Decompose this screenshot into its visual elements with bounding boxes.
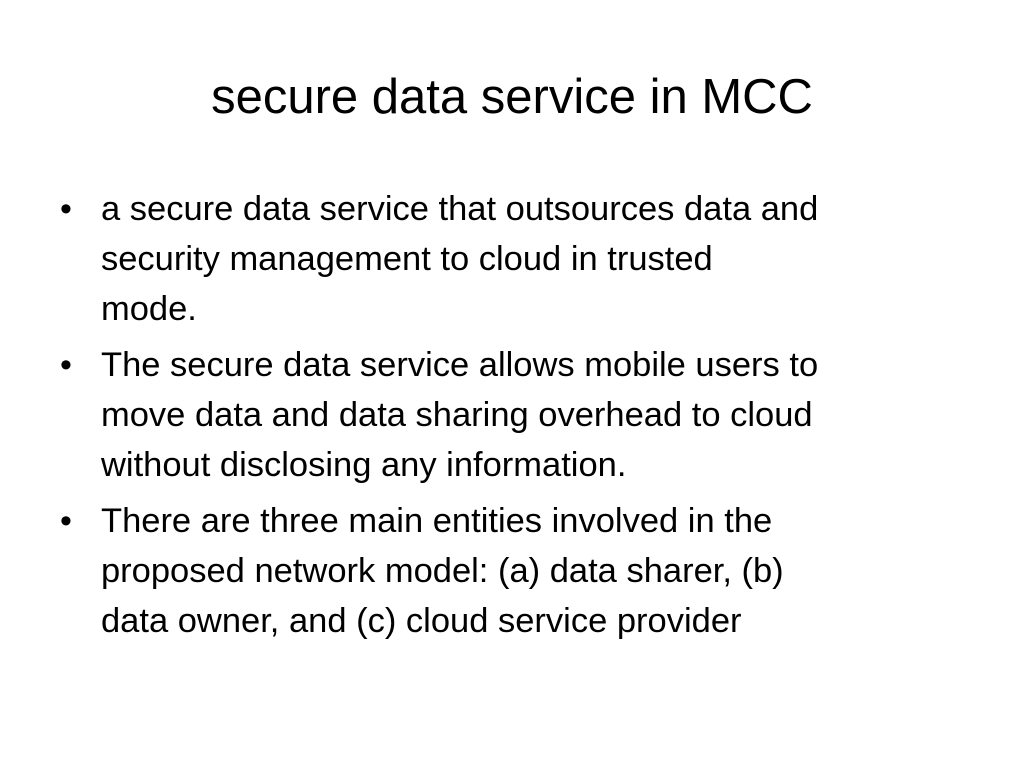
- bullet-item: [56, 340, 976, 490]
- bullet-dot-icon: •: [60, 190, 72, 228]
- bullet-line: a secure data service that outsources data and: [101, 190, 819, 228]
- slide-title: secure data service in MCC: [211, 70, 813, 124]
- bullet-dot-icon: •: [60, 346, 72, 384]
- bullet-line: There are three main entities involved in the: [101, 502, 773, 540]
- bullet-line: without disclosing any information.: [101, 446, 627, 484]
- bullet-list: [56, 184, 976, 652]
- bullet-dot-icon: •: [60, 502, 72, 540]
- bullet-line: mode.: [101, 290, 197, 328]
- bullet-line: proposed network model: (a) data sharer, (b): [101, 552, 784, 590]
- bullet-line: security management to cloud in trusted: [101, 240, 713, 278]
- bullet-line: data owner, and (c) cloud service provider: [101, 602, 742, 640]
- bullet-line: move data and data sharing overhead to cloud: [101, 396, 813, 434]
- bullet-line: The secure data service allows mobile users to: [101, 346, 819, 384]
- bullet-item: [56, 184, 976, 334]
- bullet-item: [56, 496, 976, 646]
